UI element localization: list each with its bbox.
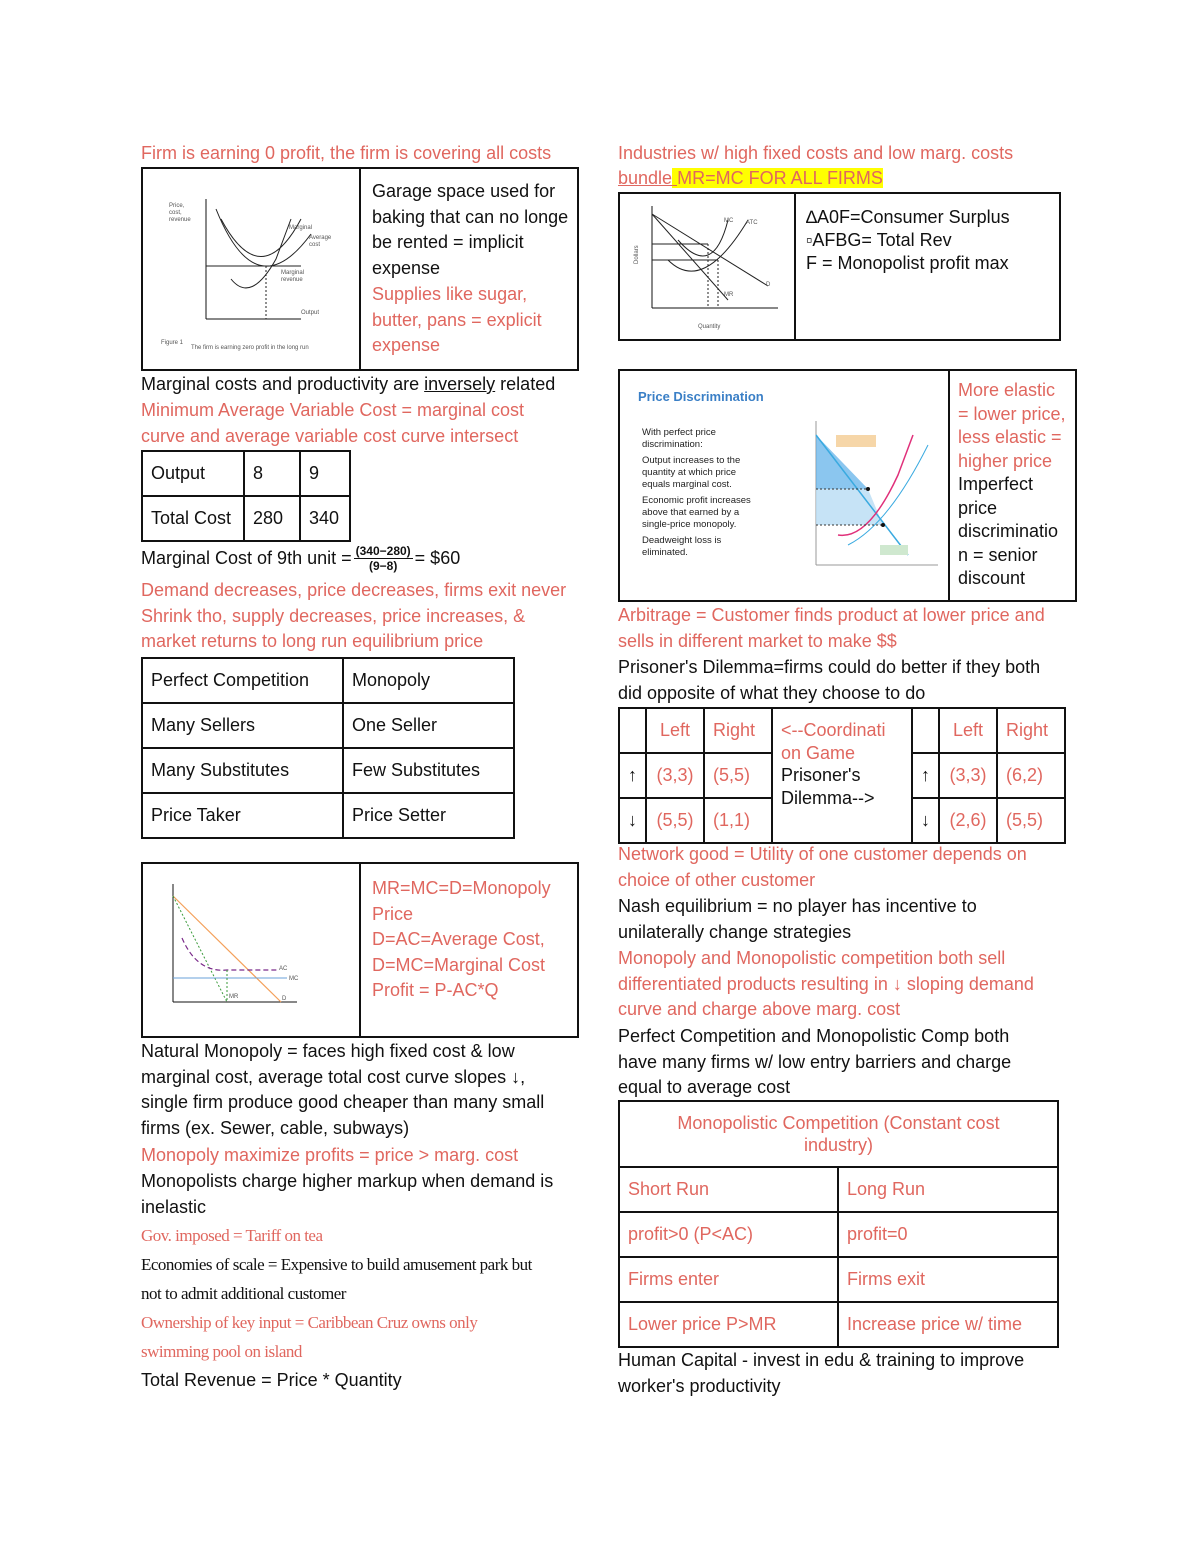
garage-text: Garage space used for baking that can no longe be rented = implicit expense	[372, 181, 569, 278]
cost-table: Output 8 9 Total Cost 280 340	[141, 450, 351, 542]
svg-text:MR: MR	[724, 292, 734, 298]
svg-text:D: D	[282, 996, 287, 1002]
svg-text:ATC: ATC	[746, 220, 758, 226]
network-good-text: Network good = Utility of one customer depends on choice of other customer	[618, 844, 1027, 890]
left-heading: Firm is earning 0 profit, the firm is covering all costs	[141, 143, 552, 163]
monopolistic-competition-table: Monopolistic Competition (Constant cost industry) Short Run Long Run profit>0 (P<AC) profit=0 Firms enter Firms exit Lower price P>MR Increase price w/ time	[618, 1100, 1059, 1348]
natural-monopoly-text: Natural Monopoly = faces high fixed cost & low marginal cost, average total cost curve slopes ↓, single firm produce good cheaper than many small firms (ex. Sewer, cable, subways)	[141, 1041, 545, 1138]
pd-explanation: With perfect price discrimination: Output increases to the quantity at which price equals marginal cost. Economic profit increases above that earned by a single-price monopoly. Deadweight loss is eliminated.	[642, 427, 751, 558]
supplies-text: Supplies like sugar, butter, pans = explicit expense	[372, 284, 542, 355]
min-avc-text: Minimum Average Variable Cost = marginal cost curve and average variable cost curve intersect	[141, 400, 525, 446]
markup-text: Monopolists charge higher markup when demand is inelastic	[141, 1171, 554, 1217]
human-capital-text: Human Capital - invest in edu & training to improve worker's productivity	[618, 1350, 1025, 1396]
pd-side-text: More elastic = lower price, less elastic = higher price Imperfect price discriminatio n = senior discount	[958, 380, 1066, 588]
monopoly-monopolistic-text: Monopoly and Monopolistic competition both sell differentiated products resulting in ↓ sloping demand curve and charge above marg. cost	[618, 948, 1034, 1019]
svg-text:Output: Output	[301, 310, 320, 316]
competition-table: Perfect Competition Monopoly Many Sellers One Seller Many Substitutes Few Substitutes Price Taker Price Setter	[141, 657, 515, 839]
svg-text:MR: MR	[229, 994, 239, 1000]
svg-text:MC: MC	[724, 218, 734, 224]
demand-text: Demand decreases, price decreases, firms exit never Shrink tho, supply decreases, price increases, & market returns to long run equilibrium price	[141, 580, 567, 651]
monopoly-welfare-text: ∆A0F=Consumer Surplus ▫AFBG= Total Rev F = Monopolist profit max	[806, 207, 1010, 273]
gov-imposed-text: Gov. imposed = Tariff on tea	[141, 1226, 323, 1245]
monopoly-price-chart	[157, 878, 347, 1028]
perfect-comp-text: Perfect Competition and Monopolistic Comp both have many firms w/ low entry barriers and charge equal to average cost	[618, 1026, 1012, 1097]
nash-text: Nash equilibrium = no player has incentive to unilaterally change strategies	[618, 896, 977, 942]
svg-text:MC: MC	[289, 976, 299, 982]
prisoners-dilemma-text: Prisoner's Dilemma=firms could do better if they both did opposite of what they choose to do	[618, 657, 1041, 703]
svg-text:Dollars: Dollars	[634, 245, 640, 264]
arbitrage-text: Arbitrage = Customer finds product at lower price and sells in different market to make $$	[618, 605, 1045, 651]
game-middle-note: <--Coordinati on Game Prisoner's Dilemma-->	[772, 708, 912, 843]
svg-text:D: D	[766, 282, 771, 288]
svg-text:Quantity: Quantity	[698, 324, 721, 330]
zero-profit-chart	[151, 179, 351, 359]
svg-text:Average: Average	[309, 235, 332, 241]
monopoly-price-text: MR=MC=D=Monopoly Price D=AC=Average Cost, D=MC=Marginal Cost Profit = P-AC*Q	[372, 878, 551, 1000]
bundle-line: bundle MR=MC FOR ALL FIRMS	[618, 168, 883, 188]
figure1-caption: The firm is earning zero profit in the long run	[191, 345, 309, 351]
svg-text:Figure 1: Figure 1	[161, 340, 184, 346]
price-discrimination-box	[618, 369, 1077, 602]
monopoly-welfare-chart	[628, 200, 788, 335]
zero-profit-figure-box	[141, 167, 579, 371]
right-heading: Industries w/ high fixed costs and low marg. costs	[618, 143, 1014, 163]
total-revenue-text: Total Revenue = Price * Quantity	[141, 1370, 402, 1390]
economies-of-scale-text: Economies of scale = Expensive to build amusement park but not to admit additional customer	[141, 1255, 532, 1303]
pd-title: Price Discrimination	[638, 389, 764, 404]
svg-text:cost: cost	[309, 242, 321, 248]
ownership-text: Ownership of key input = Caribbean Cruz owns only swimming pool on island	[141, 1313, 478, 1361]
monopoly-maximize-text: Monopoly maximize profits = price > marg. cost	[141, 1145, 519, 1165]
svg-text:Price,: Price,	[169, 203, 185, 209]
svg-text:revenue: revenue	[281, 277, 303, 283]
monopoly-welfare-box	[618, 192, 1061, 341]
svg-text:Marginal: Marginal	[289, 225, 313, 231]
mc-productivity: Marginal costs and productivity are inversely related	[141, 374, 556, 394]
svg-text:revenue: revenue	[169, 217, 191, 223]
pd-chart	[788, 415, 946, 585]
svg-text:AC: AC	[279, 966, 288, 972]
monopoly-price-figure-box	[141, 862, 579, 1038]
svg-text:cost,: cost,	[169, 210, 182, 216]
game-matrix-table: Left Right <--Coordinati on Game Prisoner's Dilemma--> Left Right ↑ (3,3) (5,5) ↑ (3,3) (6,2) ↓ (5,5) (1,1) ↓ (2,6) (5,5)	[618, 707, 1066, 844]
svg-text:Marginal: Marginal	[281, 270, 305, 276]
mc-9th-unit: Marginal Cost of 9th unit = $\frac{(340-280)}{(9-8)}$ = $60	[141, 543, 461, 573]
